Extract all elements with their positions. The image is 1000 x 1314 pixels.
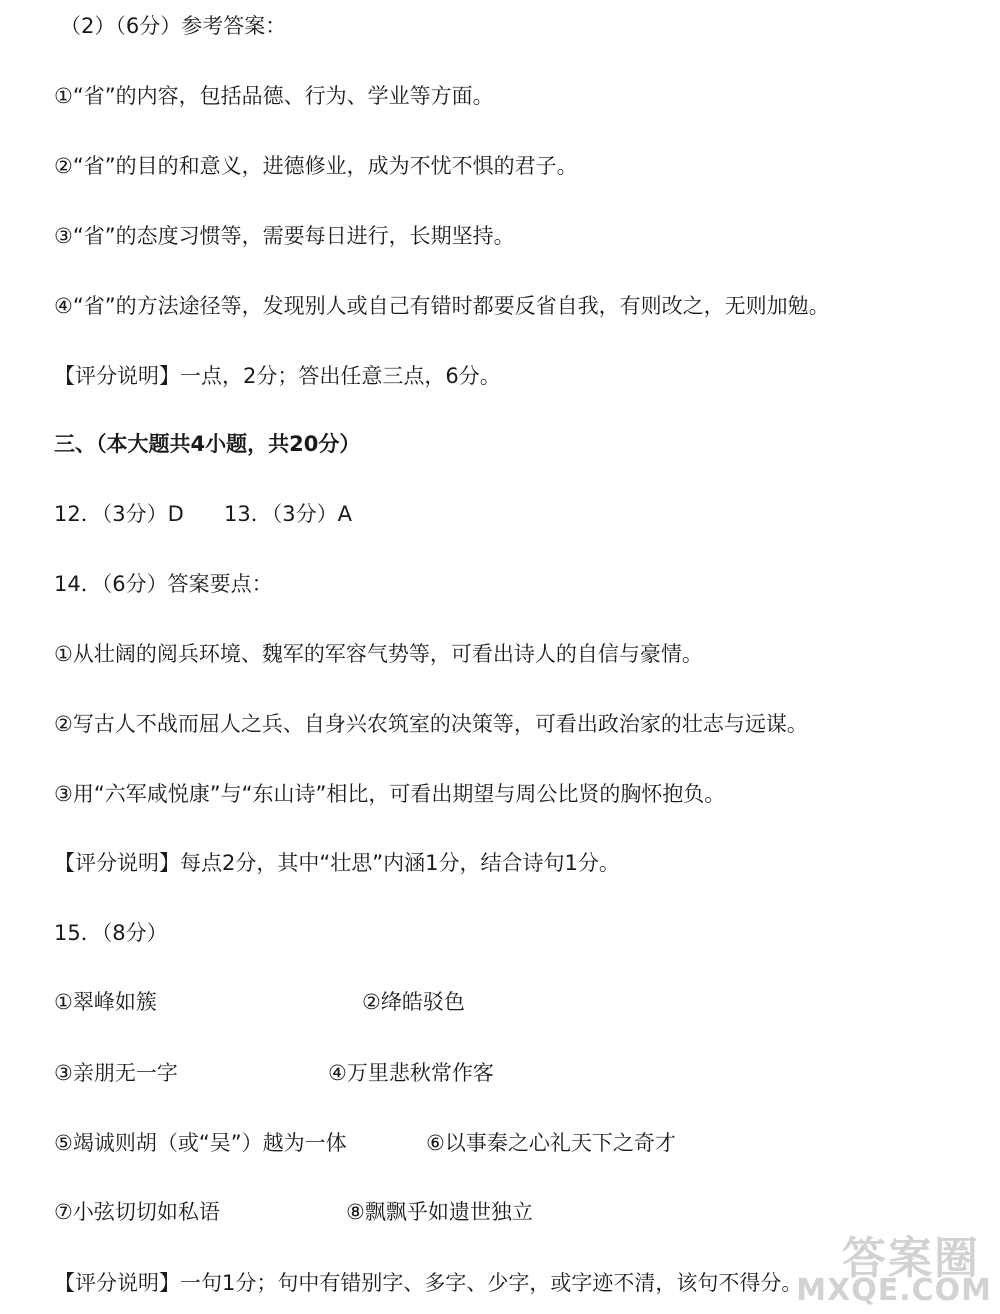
q2-scoring-note: 【评分说明】一点，2分；答出任意三点，6分。: [54, 364, 501, 388]
q14-point-2: ②写古人不战而屈人之兵、自身兴农筑室的决策等，可看出政治家的壮志与远谋。: [54, 712, 808, 736]
q14-point-3: ③用“六军咸悦康”与“东山诗”相比，可看出期望与周公比贤的胸怀抱负。: [54, 782, 726, 806]
q15-answer-4: ④万里悲秋常作客: [328, 1061, 494, 1085]
q15-answer-7: ⑦小弦切切如私语: [54, 1200, 220, 1224]
section-3-title: 三、（本大题共4小题，共20分）: [54, 432, 361, 456]
q15-answer-3: ③亲朋无一字: [54, 1061, 178, 1085]
watermark-logo-text: 答案圈: [842, 1233, 980, 1284]
q12-answer: 12．（3分）D: [54, 502, 184, 526]
q2-point-4: ④“省”的方法途径等，发现别人或自己有错时都要反省自我，有则改之，无则加勉。: [54, 294, 830, 318]
q15-answer-5: ⑤竭诚则胡（或“吴”）越为一体: [54, 1131, 347, 1155]
q2-point-2: ②“省”的目的和意义，进德修业，成为不忧不惧的君子。: [54, 154, 578, 178]
watermark-url: MXQE.COM: [796, 1273, 992, 1308]
q2-heading: （2）（6分）参考答案：: [60, 14, 287, 38]
q15-answer-1: ①翠峰如簇: [54, 990, 157, 1014]
q15-answer-8: ⑧飘飘乎如遗世独立: [346, 1200, 533, 1224]
q15-scoring-note: 【评分说明】一句1分；句中有错别字、多字、少字，或字迹不清，该句不得分。: [54, 1271, 803, 1295]
q2-point-3: ③“省”的态度习惯等，需要每日进行，长期坚持。: [54, 224, 515, 248]
q15-answer-6: ⑥以事秦之心礼天下之奇才: [426, 1131, 676, 1155]
q13-answer: 13．（3分）A: [224, 502, 352, 526]
q14-scoring-note: 【评分说明】每点2分，其中“壮思”内涵1分，结合诗句1分。: [54, 851, 620, 875]
q15-heading: 15．（8分）: [54, 921, 168, 945]
q14-point-1: ①从壮阔的阅兵环境、魏军的军容气势等，可看出诗人的自信与豪情。: [54, 642, 703, 666]
q2-point-1: ①“省”的内容，包括品德、行为、学业等方面。: [54, 84, 494, 108]
site-watermark: [796, 1222, 992, 1308]
q15-answer-2: ②绛皓驳色: [362, 990, 465, 1014]
q14-heading: 14．（6分）答案要点：: [54, 572, 273, 596]
